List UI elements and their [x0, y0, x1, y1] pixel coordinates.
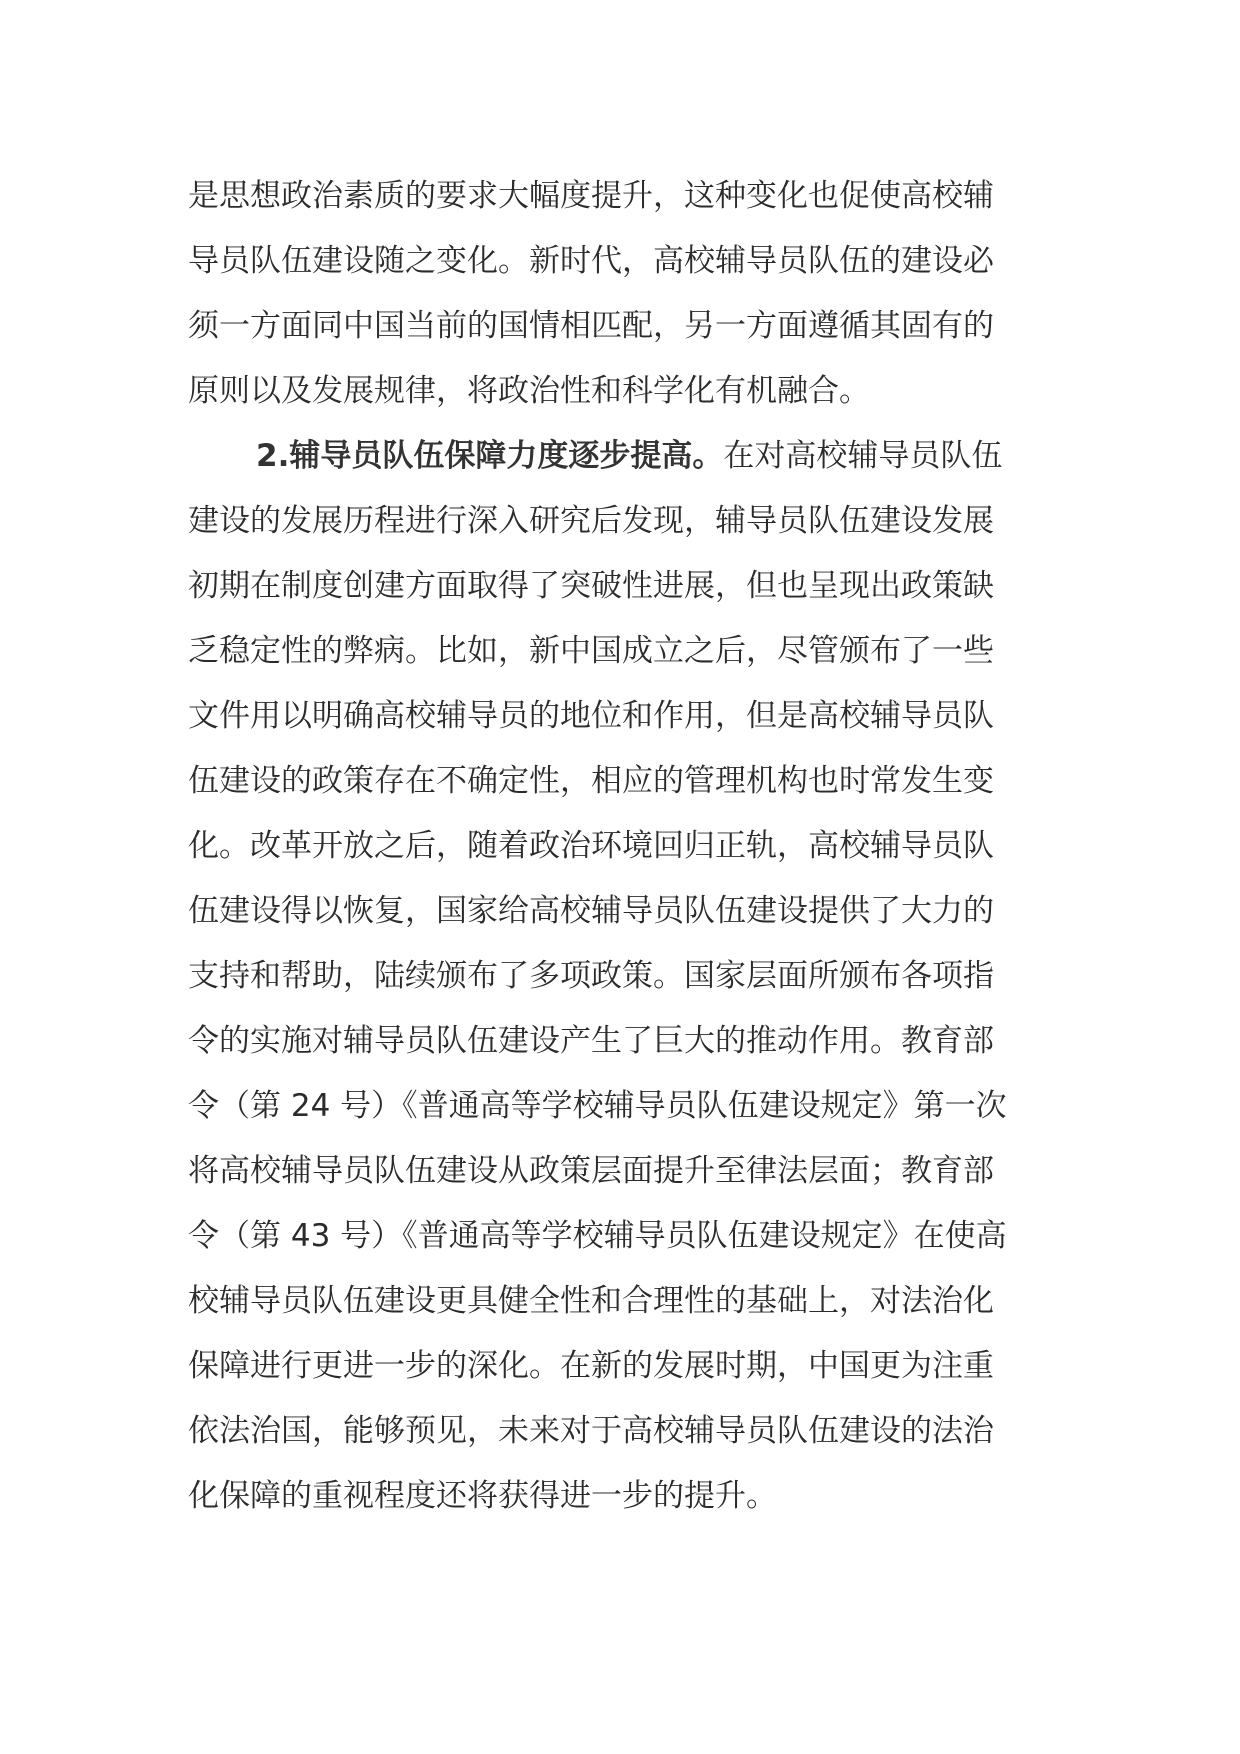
paragraph-line-text: 在对高校辅导员队伍: [723, 438, 1003, 474]
paragraph-line: 保障进行更进一步的深化。在新的发展时期，中国更为注重: [188, 1348, 994, 1384]
paragraph-1: [188, 164, 1068, 424]
paragraph-line: 建设的发展历程进行深入研究后发现，辅导员队伍建设发展: [188, 503, 994, 539]
paragraph-line: 初期在制度创建方面取得了突破性进展，但也呈现出政策缺: [188, 568, 994, 604]
paragraph-line: 伍建设得以恢复，国家给高校辅导员队伍建设提供了大力的: [188, 893, 994, 929]
paragraph-line: 依法治国，能够预见，未来对于高校辅导员队伍建设的法治: [188, 1413, 994, 1449]
paragraph-line: 支持和帮助，陆续颁布了多项政策。国家层面所颁布各项指: [188, 958, 994, 994]
paragraph-line: 令的实施对辅导员队伍建设产生了巨大的推动作用。教育部: [188, 1023, 994, 1059]
paragraph-line: 令（第 24 号）《普通高等学校辅导员队伍建设规定》第一次: [188, 1088, 1007, 1124]
paragraph-2: [188, 424, 1068, 1529]
paragraph-line: 校辅导员队伍建设更具健全性和合理性的基础上，对法治化: [188, 1283, 994, 1319]
paragraph-line: 乏稳定性的弊病。比如，新中国成立之后，尽管颁布了一些: [188, 633, 994, 669]
section-heading: 2.辅导员队伍保障力度逐步提高。: [256, 438, 724, 474]
paragraph-line: 是思想政治素质的要求大幅度提升，这种变化也促使高校辅: [188, 178, 994, 214]
paragraph-first-line: [188, 424, 1068, 489]
paragraph-line: 伍建设的政策存在不确定性，相应的管理机构也时常发生变: [188, 763, 994, 799]
paragraph-line: 化保障的重视程度还将获得进一步的提升。: [188, 1478, 777, 1514]
paragraph-line: 导员队伍建设随之变化。新时代，高校辅导员队伍的建设必: [188, 243, 994, 279]
paragraph-line: 令（第 43 号）《普通高等学校辅导员队伍建设规定》在使高: [188, 1218, 1007, 1254]
paragraph-line: 化。改革开放之后，随着政治环境回归正轨，高校辅导员队: [188, 828, 994, 864]
paragraph-line: 文件用以明确高校辅导员的地位和作用，但是高校辅导员队: [188, 698, 994, 734]
paragraph-line: 将高校辅导员队伍建设从政策层面提升至律法层面；教育部: [188, 1153, 994, 1189]
paragraph-line: 原则以及发展规律，将政治性和科学化有机融合。: [188, 373, 870, 409]
paragraph-line: 须一方面同中国当前的国情相匹配，另一方面遵循其固有的: [188, 308, 994, 344]
